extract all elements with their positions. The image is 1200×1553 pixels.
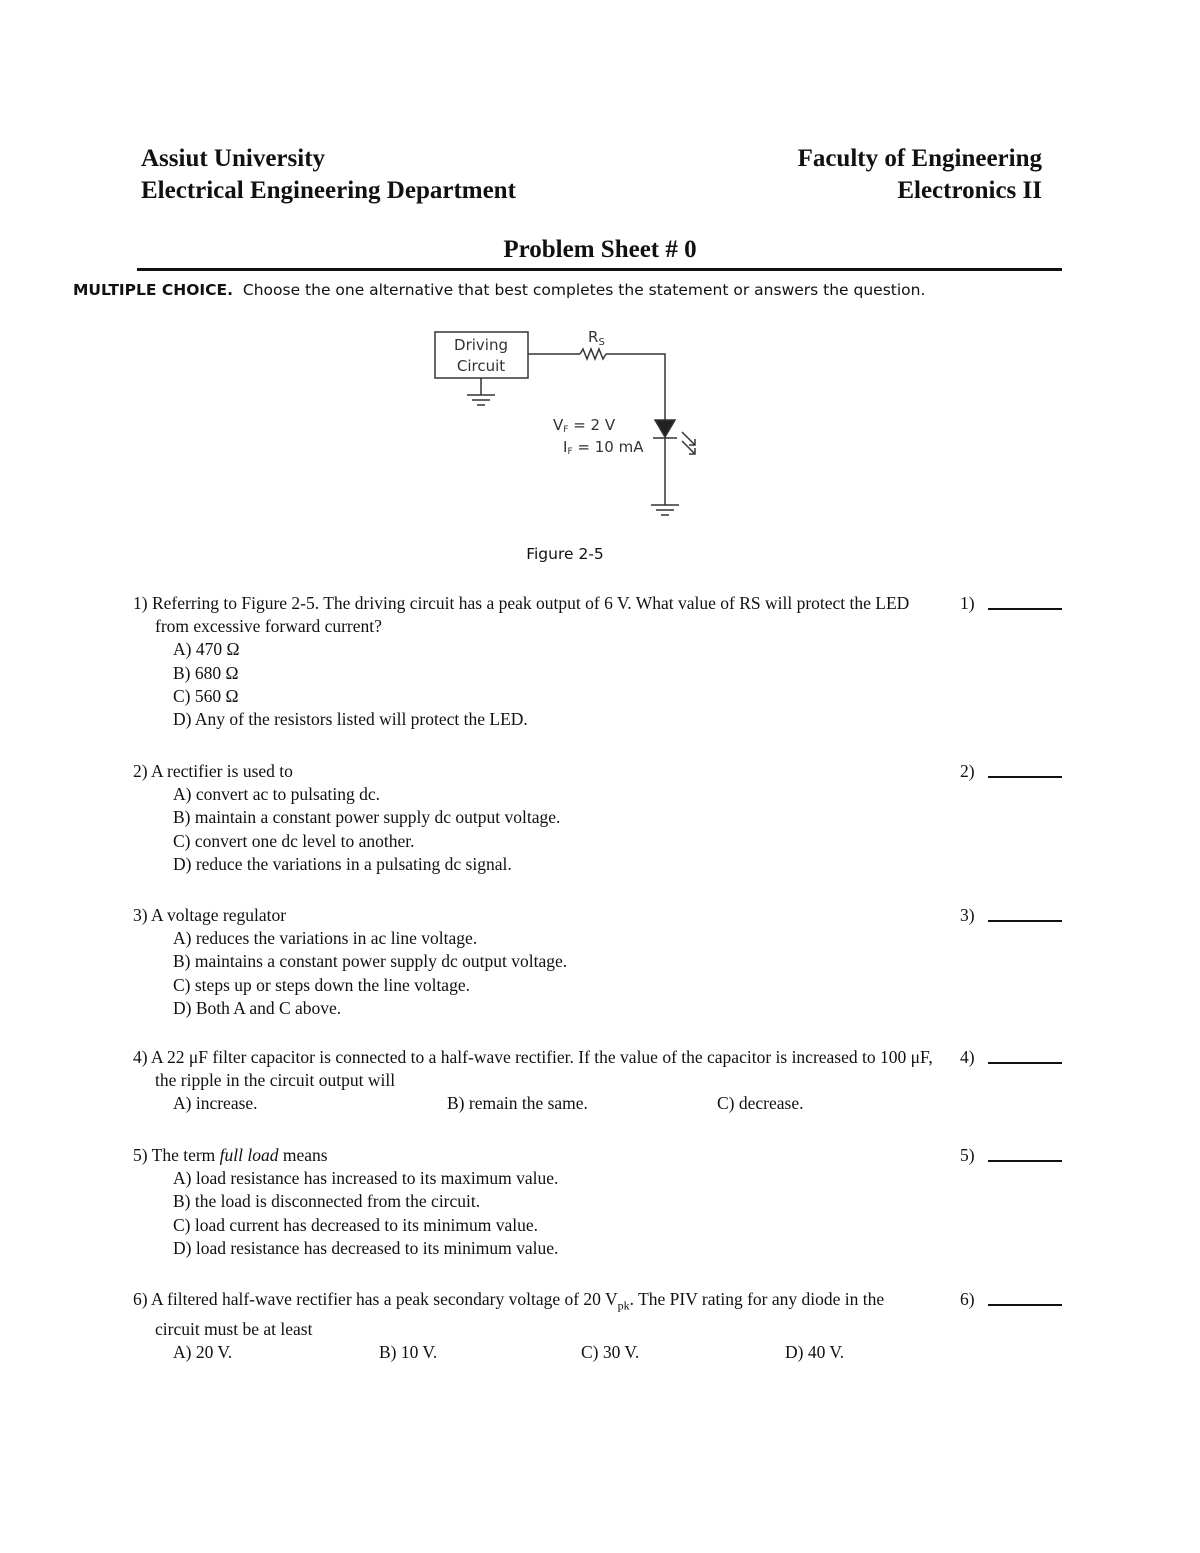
ground-icon [651,505,679,515]
option-c: C) load current has decreased to its minimum value. [173,1214,538,1235]
answer-number: 4) [960,1047,975,1067]
question-1 [133,592,933,731]
answer-blank[interactable] [988,1062,1062,1064]
answer-number: 3) [960,905,975,925]
option-b: B) maintains a constant power supply dc output voltage. [173,951,568,972]
answer-number: 5) [960,1145,975,1165]
led-icon [653,420,695,454]
option-b: B) 680 Ω [173,662,239,683]
vf-label: VF = 2 V [553,416,616,435]
header-left [141,143,516,207]
options-row [133,1341,933,1364]
circuit-figure [420,320,720,530]
answer-blank[interactable] [988,776,1062,778]
answer-5 [960,1144,1065,1167]
option-a: A) 20 V. [173,1341,233,1362]
figure-caption: Figure 2-5 [526,545,604,563]
question-stem: 4) A 22 μF filter capacitor is connected to a half-wave rectifier. If the value of the capacitor is increased to 100 μF, the ripple in the circuit output will [133,1047,933,1091]
driving-circuit-label-2: Circuit [456,357,506,375]
option-c: C) steps up or steps down the line voltage. [173,974,470,995]
answer-blank[interactable] [988,1304,1062,1306]
ground-icon [467,395,495,405]
answer-blank[interactable] [988,1160,1062,1162]
question-stem: 5) The term full load means [133,1145,328,1165]
answer-number: 6) [960,1289,975,1309]
header-right [798,143,1042,207]
answer-blank[interactable] [988,920,1062,922]
question-5 [133,1144,933,1260]
option-d: D) load resistance has decreased to its minimum value. [173,1237,559,1258]
wire-to-led [606,354,665,420]
question-6 [133,1288,933,1364]
answer-2 [960,760,1065,783]
instructions-text: Choose the one alternative that best completes the statement or answers the question. [242,281,926,299]
instructions [73,281,925,299]
question-4 [133,1046,933,1116]
option-d: D) Any of the resistors listed will protect the LED. [173,709,528,730]
option-b: B) 10 V. [379,1341,438,1362]
option-c: C) 30 V. [581,1341,640,1362]
course-name: Electronics II [897,177,1042,204]
answer-1 [960,592,1065,615]
question-stem: 2) A rectifier is used to [133,761,293,781]
resistor-icon [580,349,606,359]
faculty-name: Faculty of Engineering [797,145,1042,172]
question-2 [133,760,933,876]
option-b: B) the load is disconnected from the circuit. [173,1191,481,1212]
answer-number: 2) [960,761,975,781]
university-name: Assiut University [141,145,326,172]
option-a: A) increase. [173,1093,258,1114]
option-c: C) convert one dc level to another. [173,830,415,851]
answer-number: 1) [960,593,975,613]
answer-blank[interactable] [988,608,1062,610]
title-rule [137,268,1062,271]
department-name: Electrical Engineering Department [141,177,516,204]
instructions-lead: MULTIPLE CHOICE. [73,281,234,299]
circuit-diagram [420,320,720,525]
option-d: D) reduce the variations in a pulsating dc signal. [173,853,512,874]
driving-circuit-label-1: Driving [454,336,508,354]
options-row [133,1092,933,1115]
question-stem: 3) A voltage regulator [133,905,287,925]
question-3 [133,904,933,1020]
answer-6 [960,1288,1065,1311]
question-stem: 6) A filtered half-wave rectifier has a peak secondary voltage of 20 $V_{pk}$. The PIV rating for any diode in the circuit must be at least [133,1289,885,1339]
option-a: A) reduces the variations in ac line voltage. [173,928,478,949]
page-title: Problem Sheet # 0 [503,236,697,263]
option-c: C) decrease. [717,1093,804,1114]
option-d: D) Both A and C above. [173,997,342,1018]
option-a: A) 470 Ω [173,639,240,660]
resistor-label: $R_S$ [588,328,605,348]
option-d: D) 40 V. [785,1341,845,1362]
answer-4 [960,1046,1065,1069]
answer-3 [960,904,1065,927]
option-a: A) load resistance has increased to its maximum value. [173,1168,559,1189]
option-a: A) convert ac to pulsating dc. [173,784,381,805]
option-b: B) maintain a constant power supply dc output voltage. [173,807,561,828]
option-b: B) remain the same. [447,1093,588,1114]
if-label: IF = 10 mA [563,438,644,457]
question-stem: 1) Referring to Figure 2-5. The driving circuit has a peak output of 6 V. What value of RS will protect the LED from excessive forward current? [133,593,910,637]
option-c: C) 560 Ω [173,685,239,706]
